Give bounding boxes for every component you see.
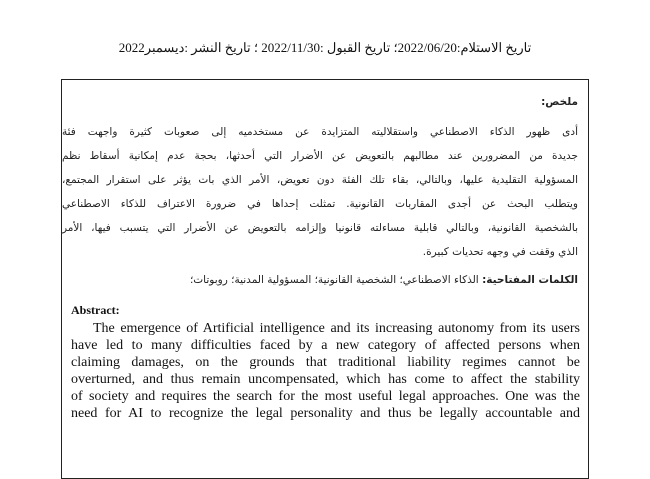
arabic-abstract-title: ملخص: <box>541 96 578 108</box>
english-abstract-body <box>71 320 580 422</box>
english-abstract-line: overturned, and thus remain uncompensated, which has come to affect the stability <box>71 372 580 387</box>
english-abstract-line: claiming damages, on the grounds that traditional liability regimes cannot be <box>71 355 580 370</box>
keywords-label: الكلمات المفتاحية: <box>482 274 578 286</box>
english-abstract-line: need for AI to recognize the legal personality and thus be legally accountable and <box>71 406 580 421</box>
arabic-abstract-line: الذي وقفت في وجهه تحديات كبيرة. <box>422 246 578 258</box>
arabic-keywords <box>190 274 578 286</box>
english-abstract-line: of society and requires the search for the most useful legal approaches. One was the <box>71 389 580 404</box>
arabic-abstract-line: المسؤولية التقليدية عليها، وبالتالي، بقاء تلك الفئة دون تعويض، الأمر الذي بات يؤثر على استقرار المجتمع، <box>62 174 578 186</box>
arabic-abstract-line: بالشخصية القانونية، وبالتالي قابلية مساءلته قانونيا وإلزامه بالتعويض عن الأضرار التي يتسبب فيها، الأمر <box>62 222 578 234</box>
arabic-abstract-line: أدى ظهور الذكاء الاصطناعي واستقلاليته المتزايدة عن مستخدميه إلى صعوبات كثيرة واجهت فئة <box>62 126 578 138</box>
english-abstract-title: Abstract: <box>71 303 120 317</box>
arabic-abstract-line: ويتطلب البحث عن أجدى المقاربات القانونية. تمثلت إحداها في ضرورة الاعتراف للذكاء الاصطناعي <box>62 198 578 210</box>
publication-dates: تاريخ الاستلام:2022/06/20؛ تاريخ القبول :2022/11/30 ؛ تاريخ النشر :ديسمبر2022 <box>118 40 532 55</box>
arabic-abstract-line: جديدة من المضرورين عند مطالبهم بالتعويض عن الأضرار التي أحدثها، بحجة عدم إمكانية أسقاط نظم <box>62 150 578 162</box>
english-abstract-line: The emergence of Artificial intelligence and its increasing autonomy from its users <box>93 321 580 336</box>
keywords-list: الذكاء الاصطناعي؛ الشخصية القانونية؛ المسؤولية المدنية؛ روبوتات؛ <box>189 274 479 286</box>
english-abstract-line: have led to many difficulties faced by a new category of affected persons when <box>71 338 580 353</box>
